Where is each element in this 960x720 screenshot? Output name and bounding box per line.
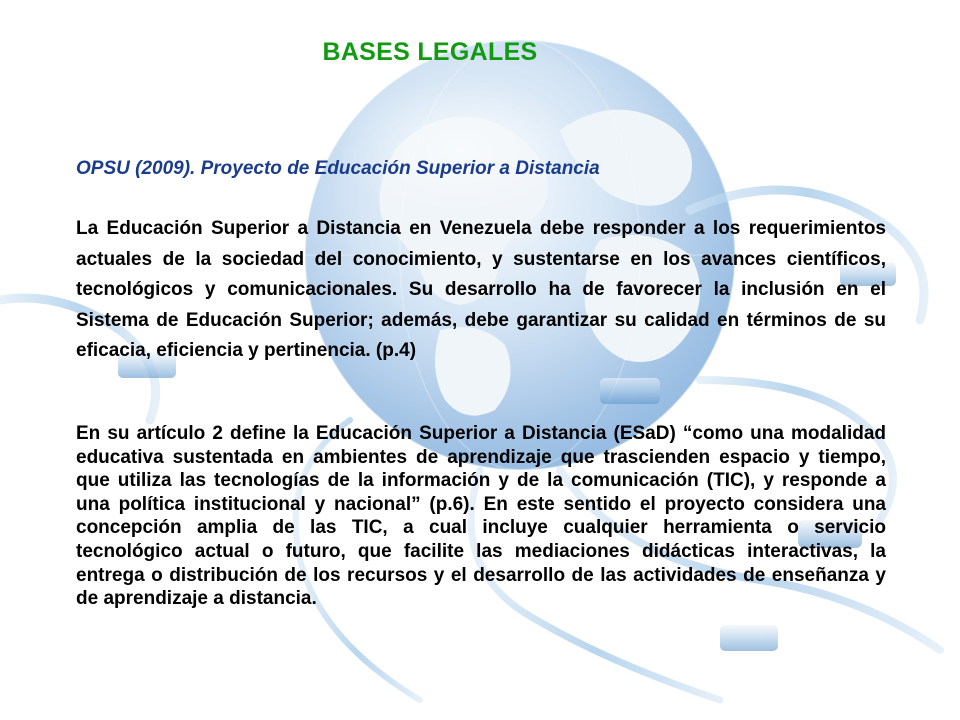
source-citation: OPSU (2009). Proyecto de Educación Superior a Distancia	[76, 158, 600, 179]
slide-title: BASES LEGALES	[322, 38, 538, 66]
body-paragraph-2: En su artículo 2 define la Educación Superior a Distancia (ESaD) “como una modalidad educativa sustentada en ambientes de aprendizaje que trascienden espacio y tiempo, que utiliza las tecnologías de la información y de la comunicación (TIC), y responde a una política institucional y nacional” (p.6). En este sentido el proyecto considera una concepción amplia de las TIC, a cual incluye cualquier herramienta o servicio tecnológico actual o futuro, que facilite las mediaciones didácticas interactivas, la entrega o distribución de los recursos y el desarrollo de las actividades de enseñanza y de aprendizaje a distancia.	[76, 423, 886, 610]
body-paragraph-1: La Educación Superior a Distancia en Venezuela debe responder a los requerimientos actuales de la sociedad del conocimiento, y sustentarse en los avances científicos, tecnológicos y comunicacionales. Su desarrollo ha de favorecer la inclusión en el Sistema de Educación Superior; además, debe garantizar su calidad en términos de su eficacia, eficiencia y pertinencia. (p.4)	[76, 218, 886, 361]
